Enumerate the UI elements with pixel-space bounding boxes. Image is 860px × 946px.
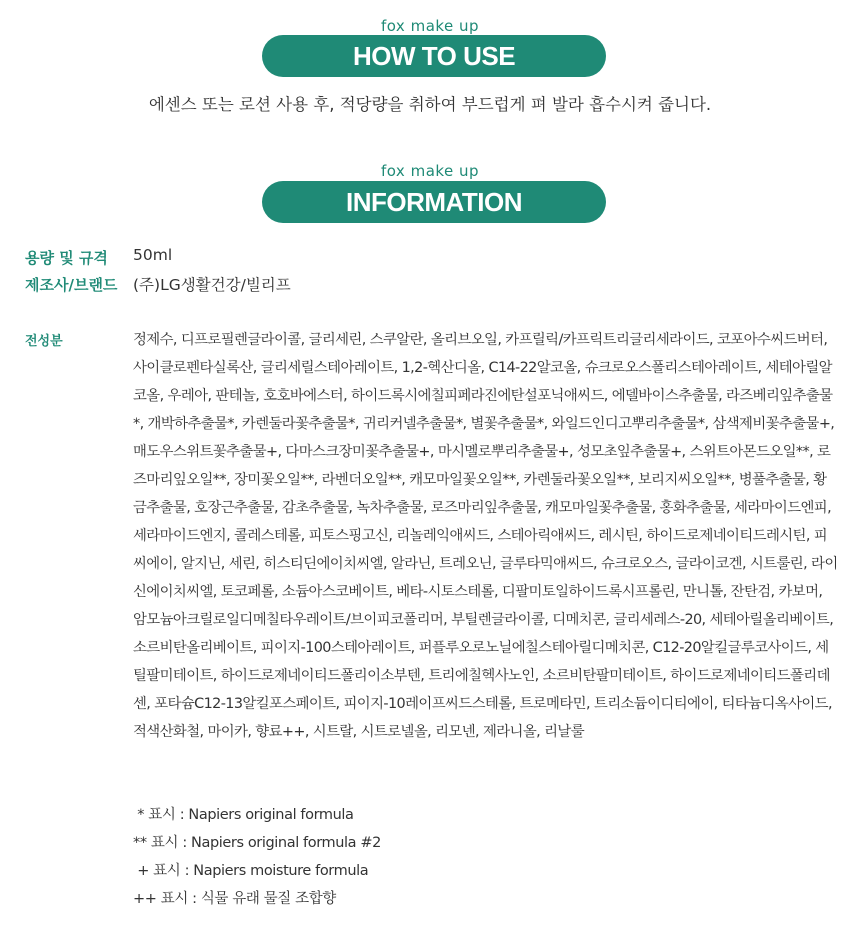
spec-label-manufacturer: 제조사/브랜드 — [25, 276, 118, 294]
usage-instructions: 에센스 또는 로션 사용 후, 적당량을 취하여 부드럽게 펴 발라 흡수시켜 줍니다. — [148, 95, 712, 114]
spec-value-volume: 50ml — [133, 246, 173, 264]
brand-name: fox make up — [380, 162, 480, 180]
note-item: + 표시 : Napiers moisture formula — [133, 863, 369, 879]
note-item: ** 표시 : Napiers original formula #2 — [133, 835, 381, 851]
information-heading: INFORMATION — [262, 181, 606, 223]
note-item: * 표시 : Napiers original formula — [133, 807, 354, 823]
note-item: ++ 표시 : 식물 유래 물질 조합향 — [133, 891, 336, 907]
ingredients-label: 전성분 — [25, 334, 63, 349]
ingredient-notes — [133, 801, 839, 913]
spec-value-manufacturer: (주)LG생활건강/빌리프 — [133, 276, 291, 294]
how-to-use-heading: HOW TO USE — [262, 35, 606, 77]
ingredients-list: 정제수, 디프로필렌글라이콜, 글리세린, 스쿠알란, 올리브오일, 카프릴릭/카프릭트리글리세라이드, 코포아수씨드버터, 사이클로펜타실록산, 글리세릴스테아레이트, 1,2-헥산디올, C14-22알코올, 슈크로오스폴리스테아레이트, 세테아릴알코올, 우레아, 판테놀, 호호바에스터, 하이드록시에칠피페라진에탄설포닉애씨드, 에델바이스추출물, 라즈베리잎추출물*, 개박하추출물*, 카렌둘라꽃추출물*, 귀리커넬추출물*, 별꽃추출물*, 와일드인디고뿌리추출물*, 삼색제비꽃추출물+, 매도우스위트꽃추출물+, 다마스크장미꽃추출물+, 마시멜로뿌리추출물+, 성모초잎추출물+, 스위트아몬드오일**, 로즈마리잎오일**, 장미꽃오일**, 라벤더오일**, 캐모마일꽃오일**, 카렌둘라꽃오일**, 보리지씨오일**, 병풀추출물, 황금추출물, 호장근추출물, 감초추출물, 녹차추출물, 로즈마리잎추출물, 캐모마일꽃추출물, 홍화추출물, 세라마이드엔피, 세라마이드엔지, 콜레스테롤, 피토스핑고신, 리놀레익애씨드, 스테아릭애씨드, 레시틴, 하이드로제네이티드레시틴, 피씨에이, 알지닌, 세린, 히스티딘에이치씨엘, 알라닌, 트레오닌, 글루타믹애씨드, 슈크로오스, 글라이코겐, 시트룰린, 라이신에이치씨엘, 토코페롤, 소듐아스코베이트, 베타-시토스테롤, 디팔미토일하이드록시프롤린, 만니톨, 잔탄검, 카보머, 암모늄아크릴로일디메칠타우레이트/브이피코폴리머, 부틸렌글라이콜, 디메치콘, 글리세레스-20, 세테아릴올리베이트, 소르비탄올리베이트, 피이지-100스테아레이트, 퍼플루오로노닐에칠스테아릴디메치콘, C12-20알킬글루코사이드, 세틸팔미테이트, 하이드로제네이티드폴리이소부텐, 트리에칠헥사노인, 소르비탄팔미테이트, 하이드로제네이티드폴리데센, 포타슘C12-13알킬포스페이트, 피이지-10레이프씨드스테롤, 트로메타민, 트리소듐이디티에이, 티타늄디옥사이드, 적색산화철, 마이카, 향료++, 시트랄, 시트로넬올, 리모넨, 제라니올, 리날룰 — [133, 332, 838, 740]
spec-label-volume: 용량 및 규격 — [25, 249, 108, 267]
brand-name: fox make up — [380, 17, 480, 35]
